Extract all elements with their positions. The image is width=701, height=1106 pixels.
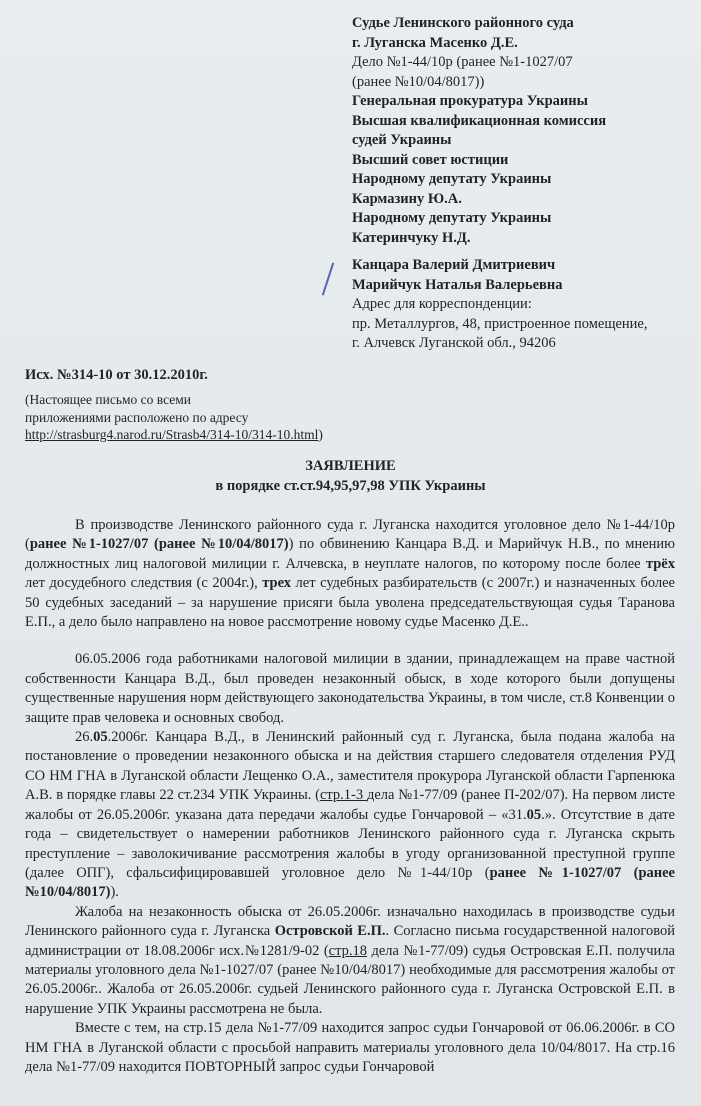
case-number-line1: Дело №1-44/10р (ранее №1-1027/07 — [352, 54, 573, 70]
recipient-deputy1-title: Народному депутату Украины — [352, 171, 552, 187]
recipient-deputy2-name: Катеринчуку Н.Д. — [352, 229, 471, 246]
outgoing-number: Исх. №314-10 от 30.12.2010г. — [25, 367, 208, 383]
paragraph-3: 26.05.2006г. Канцара В.Д., в Ленинский районный суд г. Луганска, была подана жалоба на постановление о проведении незаконного обыска и на действия старшего следователя отделения РУД СО НМ ГНА в Луганской области Лещенко О.А., заместителя прокурора Луганской области Гарпенюка А.В. в порядке главы 22 ст.234 УПК Украины. (стр.1-3 дела №1-77/09 (ранее П-202/07). На первом листе жалобы от 26.05.2006г. указана дата передачи жалобы судье Гончаровой – «31.05.». Отсутствие в дате года – свидетельствует о намерении работников Ленинского районного суда г. Луганска скрыть преступление – заволокичивание рассмотрения жалобы в угоду организованной преступной группе (далее ОПГ), сфальсифицировавшей уголовное дело №1-44/10р (ранее №1-1027/07 (ранее №10/04/8017)). — [25, 729, 676, 901]
note-url-link[interactable]: http://strasburg4.narod.ru/Strasb4/314-10/314-10.html — [25, 427, 319, 442]
body-text — [25, 516, 675, 1077]
addressee-court-line2: г. Луганска Масенко Д.Е. — [352, 34, 518, 51]
recipient-commission-line1: Высшая квалификационная комиссия — [352, 112, 607, 129]
sender-name2: Марийчук Наталья Валерьевна — [352, 276, 563, 293]
note-close-paren: ) — [318, 427, 323, 442]
note-line3 — [25, 426, 323, 444]
recipient-prosecutor: Генеральная прокуратура Украины — [352, 93, 588, 109]
sender-name1: Канцара Валерий Дмитриевич — [352, 257, 556, 273]
addressee-court-line1: Судье Ленинского районного суда — [352, 15, 574, 31]
address-line2: г. Алчевск Луганской обл., 94206 — [352, 335, 556, 351]
recipient-commission-line2: судей Украины — [352, 132, 452, 148]
address-line1: пр. Металлургов, 48, пристроенное помещение, — [352, 315, 648, 332]
document-title: ЗАЯВЛЕНИЕ — [305, 458, 396, 474]
recipient-council: Высший совет юстиции — [352, 151, 509, 168]
recipient-deputy1-name: Кармазину Ю.А. — [352, 190, 462, 207]
addressee-block — [352, 14, 606, 248]
recipient-deputy2-title: Народному депутату Украины — [352, 210, 552, 226]
paragraph-5: Вместе с тем, на стр.15 дела №1-77/09 находится запрос судьи Гончаровой от 06.06.2006г. в СО НМ ГНА в Луганской области с просьбой направить материалы уголовного дела 10/04/8017. На стр.16 дела №1-77/09 находится ПОВТОРНЫЙ запрос судьи Гончаровой — [25, 1020, 675, 1075]
paragraph-1: В производстве Ленинского районного суда г. Луганска находится уголовное дело №1-44/10р (ранее №1-1027/07 (ранее №10/04/8017)) по обвинению Канцара В.Д. и Марийчук Н.В., по мнению должностных лиц налоговой милиции г. Алчевска, в неуплате налогов, по которому после более трёх лет досудебного следствия (с 2004г.), трех лет судебных разбирательств (с 2007г.) и назначенных более 50 судебных заседаний – за нарушение присяги была уволена председательствующая судья Таранова Е.П., а дело было направлено на новое рассмотрение новому судье Масенко Д.Е.. — [25, 517, 675, 631]
document-subtitle: в порядке ст.ст.94,95,97,98 УПК Украины — [215, 478, 486, 494]
paragraph-2: 06.05.2006 года работниками налоговой милиции в здании, принадлежащем на праве частной собственности Канцара В.Д., был проведен незаконный обыск, в ходе которого были допущены существенные нарушения норм действующего законодательства Украины, в том числе, ст.8 Конвенции о защите прав человека и основных свобод. — [25, 651, 675, 726]
address-label: Адрес для корреспонденции: — [352, 296, 532, 312]
case-number-line2: (ранее №10/04/8017)) — [352, 73, 485, 90]
pen-mark — [322, 263, 334, 296]
note-line2: приложениями расположено по адресу — [25, 409, 249, 425]
note-line1: (Настоящее письмо со всеми — [25, 392, 192, 407]
sender-block — [352, 256, 648, 354]
paragraph-4: Жалоба на незаконность обыска от 26.05.2006г. изначально находилась в производстве судьи Ленинского районного суда г. Луганска Островской Е.П.. Согласно письма государственной налоговой администрации от 18.08.2006г исх.№1281/9-02 (стр.18 дела №1-77/09) судья Островская Е.П. получила материалы уголовного дела №1-1027/07 (ранее №10/04/8017) необходимые для рассмотрения жалобы от 26.05.2006г.. Жалоба от 26.05.2006г. судьей Ленинского районного суда г. Луганска Островской Е.П. в нарушение УПК Украины рассмотрена не была. — [25, 903, 675, 1017]
note-block — [25, 391, 323, 444]
